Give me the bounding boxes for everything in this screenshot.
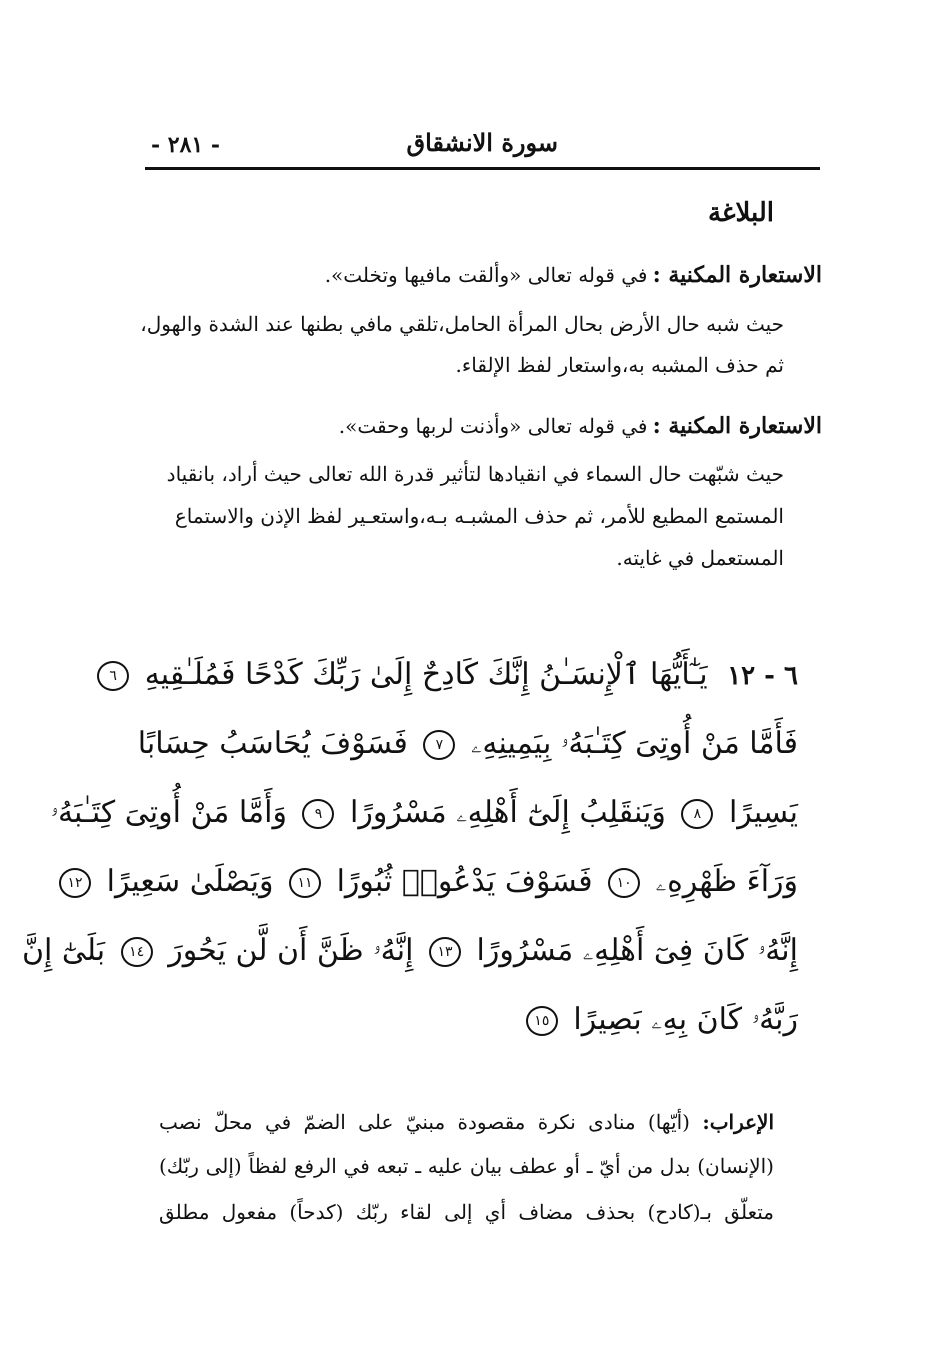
ayah-number-mark: ١٤ (121, 937, 153, 967)
verse-line (21, 916, 798, 985)
balagha-item-2-line-2: المستمع المطيع للأمر، ثم حذف المشبـه بـه،واستعـير لفظ الإذن والاستماع (174, 504, 784, 528)
verse-range: ٦ - ١٢ (727, 661, 798, 691)
balagha-item-2-line-3: المستعمل في غايته. (616, 546, 784, 570)
verse-text: يَـٰٓأَيُّهَا ٱلْإِنسَـٰنُ إِنَّكَ كَادِحٌ إِلَىٰ رَبِّكَ كَدْحًا فَمُلَـٰقِيهِ (144, 657, 708, 692)
balagha-item-1-line-1: حيث شبه حال الأرض بحال المرأة الحامل،تلقي مافي بطنها عند الشدة والهول، (140, 312, 784, 336)
irab-line-1 (159, 1110, 774, 1134)
balagha-intro: في قوله تعالى «وأذنت لربها وحقت». (338, 414, 648, 438)
verse-text: فَأَمَّا مَنْ أُوتِىَ كِتَـٰبَهُۥ بِيَمِينِهِۦ (470, 726, 798, 761)
surah-title: سورة الانشقاق (406, 128, 558, 157)
ayah-number-mark: ١٠ (608, 868, 640, 898)
verse-text: فَسَوْفَ يَدْعُوا۟ ثُبُورًا (336, 864, 593, 899)
irab-text: (أيّها) منادى نكرة مقصودة مبنيّ على الضمّ في محلّ نصب (159, 1110, 690, 1134)
verse-text: رَبَّهُۥ كَانَ بِهِۦ بَصِيرًا (573, 1002, 798, 1037)
ayah-number-mark: ٧ (423, 730, 455, 760)
verse-text: وَرَآءَ ظَهْرِهِۦ (655, 864, 798, 899)
header-rule (145, 167, 820, 170)
ayah-number-mark: ١١ (289, 868, 321, 898)
verse-text: وَيَصْلَىٰ سَعِيرًا (106, 864, 274, 899)
verse-text: إِنَّهُۥ ظَنَّ أَن لَّن يَحُورَ (168, 933, 414, 968)
ayah-number-mark: ١٣ (429, 937, 461, 967)
irab-term: الإعراب: (702, 1110, 775, 1134)
ayah-number-mark: ٦ (97, 661, 129, 691)
irab-line-2: (الإنسان) بدل من أيّ ـ أو عطف بيان عليه ـ تبعه في الرفع لفظاً (إلى ربّك) (159, 1154, 774, 1178)
balagha-item-2-title (339, 413, 822, 439)
verse-block (21, 640, 798, 1054)
balagha-intro: في قوله تعالى «وألقت مافيها وتخلت». (324, 263, 648, 287)
ayah-number-mark: ٩ (302, 799, 334, 829)
balagha-item-2-line-1: حيث شبّهت حال السماء في انقيادها لتأثير قدرة الله تعالى حيث أراد، بانقياد (166, 462, 784, 486)
page-header (145, 128, 820, 168)
verse-text: وَأَمَّا مَنْ أُوتِىَ كِتَـٰبَهُۥ (50, 795, 287, 830)
verse-line (109, 640, 798, 709)
page-number: - ٢٨١ - (151, 132, 221, 158)
verse-line (67, 847, 798, 916)
verse-text: إِنَّهُۥ كَانَ فِىٓ أَهْلِهِۦ مَسْرُورًا (476, 933, 798, 968)
irab-line-3: متعلّق بـ(كادح) بحذف مضاف أي إلى لقاء ربّك (كدحاً) مفعول مطلق (159, 1200, 774, 1224)
ayah-number-mark: ١٢ (59, 868, 91, 898)
verse-line (178, 985, 798, 1054)
verse-text: فَسَوْفَ يُحَاسَبُ حِسَابًا (137, 726, 408, 761)
balagha-item-1-title (325, 262, 822, 288)
balagha-item-1-line-2: ثم حذف المشبه به،واستعار لفظ الإلقاء. (455, 353, 784, 377)
balagha-heading: البلاغة (707, 198, 774, 228)
ayah-number-mark: ٨ (681, 799, 713, 829)
balagha-term: الاستعارة المكنية : (652, 413, 822, 439)
verse-text: وَيَنقَلِبُ إِلَىٰٓ أَهْلِهِۦ مَسْرُورًا (350, 795, 666, 830)
ayah-number-mark: ١٥ (526, 1006, 558, 1036)
verse-line (137, 709, 798, 778)
balagha-term: الاستعارة المكنية : (652, 262, 822, 288)
verse-text: يَسِيرًا (728, 795, 798, 830)
verse-line (50, 778, 798, 847)
verse-text: بَلَىٰٓ إِنَّ (21, 933, 106, 968)
